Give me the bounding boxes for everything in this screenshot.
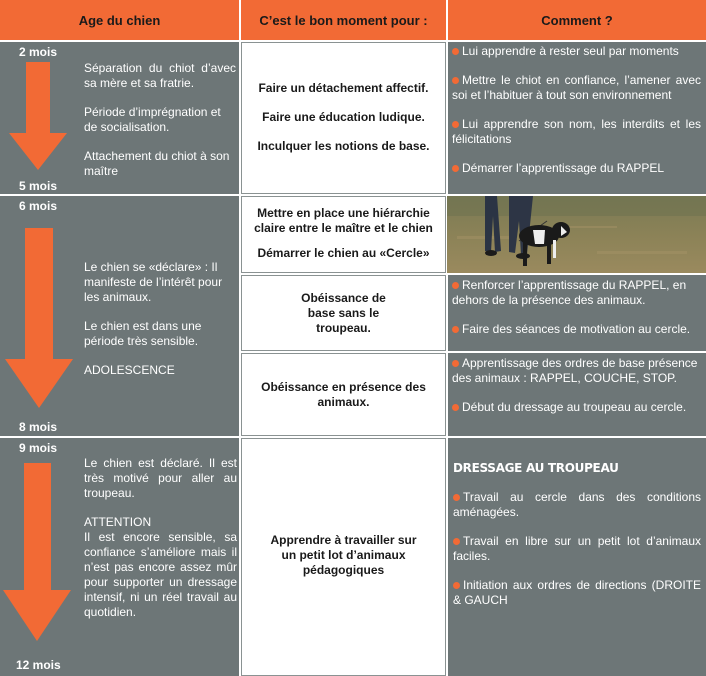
- age-text: Attachement du chiot à son maître: [84, 149, 230, 178]
- header-comment: Comment ?: [448, 0, 706, 40]
- moment-text-2b: [241, 275, 446, 351]
- list-item: Lui apprendre à rester seul par moments: [452, 44, 701, 59]
- attention-title: ATTENTION: [84, 515, 152, 529]
- attention-text: Il est encore sensible, sa confiance s’améliore mais il n’est pas encore assez mûr pour supporter un dressage intensif, ni un réel travail au quotidien.: [84, 530, 237, 619]
- age-start-label: 6 mois: [19, 199, 58, 213]
- age-description-1: [84, 61, 236, 193]
- bullet-icon: [452, 121, 459, 128]
- moment-text-2c: [241, 353, 446, 436]
- comment-list-2c: [452, 356, 702, 415]
- comment-list-2b: [452, 278, 702, 337]
- age-start-label: 9 mois: [19, 441, 58, 455]
- moment-item: Obéissance en présence des animaux.: [261, 379, 426, 409]
- list-item: Démarrer l’apprentissage du RAPPEL: [452, 161, 701, 176]
- photo-herding-dog: [447, 196, 706, 273]
- list-item: Travail au cercle dans des conditions aménagées.: [453, 490, 701, 519]
- bullet-icon: [452, 77, 459, 84]
- list-item: Apprentissage des ordres de base présence des animaux : RAPPEL, COUCHE, STOP.: [452, 356, 698, 385]
- list-item: Renforcer l’apprentissage du RAPPEL, en dehors de la présence des animaux.: [452, 278, 687, 307]
- moment-item: Inculquer les notions de base.: [257, 138, 430, 153]
- bullet-icon: [452, 404, 459, 411]
- down-arrow-icon: [9, 62, 67, 170]
- moment-item: Faire un détachement affectif.: [258, 80, 429, 95]
- age-description-2: [84, 260, 238, 392]
- age-end-label: 5 mois: [19, 179, 58, 193]
- down-arrow-icon: [3, 463, 71, 641]
- down-arrow-icon: [5, 228, 73, 408]
- comment-section-title: DRESSAGE AU TROUPEAU: [453, 461, 619, 475]
- list-item: Travail en libre sur un petit lot d’animaux faciles.: [453, 534, 701, 563]
- list-item: Lui apprendre son nom, les interdits et les félicitations: [452, 117, 701, 146]
- list-item: Début du dressage au troupeau au cercle.: [452, 400, 702, 415]
- moment-item: Démarrer le chien au «Cercle»: [257, 246, 430, 260]
- moment-text-3: [241, 520, 446, 590]
- age-description-3: [84, 456, 237, 634]
- list-item: Faire des séances de motivation au cercle.: [452, 322, 702, 337]
- header-moment: C’est le bon moment pour :: [241, 0, 446, 40]
- list-item: Mettre le chiot en confiance, l’amener avec soi et l’habituer à tout son environnement: [452, 73, 701, 102]
- dog-photo-image: [447, 196, 706, 273]
- bullet-icon: [452, 165, 459, 172]
- comment-list-3: [453, 461, 701, 608]
- age-text: Le chien est déclaré. Il est très motivé pour aller au troupeau.: [84, 456, 237, 500]
- bullet-icon: [452, 48, 459, 55]
- bullet-icon: [452, 360, 459, 367]
- bullet-icon: [452, 282, 459, 289]
- moment-item: Mettre en place une hiérarchie claire entre le maître et le chien: [254, 206, 433, 235]
- age-end-label: 12 mois: [16, 658, 61, 672]
- age-text: Séparation du chiot d’avec sa mère et sa fratrie.: [84, 61, 236, 90]
- age-text: Le chien est dans une période très sensible.: [84, 319, 202, 348]
- age-text: ADOLESCENCE: [84, 363, 175, 377]
- age-text: Le chien se «déclare» : Il manifeste de l’intérêt pour les animaux.: [84, 260, 223, 304]
- comment-list-1: [452, 44, 701, 176]
- moment-text-1: [241, 72, 446, 162]
- header-age: Age du chien: [0, 0, 239, 40]
- moment-item: Apprendre à travailler sur un petit lot d’animaux pédagogiques: [270, 532, 417, 577]
- moment-text-2a: [241, 196, 446, 273]
- bullet-icon: [452, 326, 459, 333]
- age-text: Période d’imprégnation et de socialisation.: [84, 105, 221, 134]
- age-end-label: 8 mois: [19, 420, 58, 434]
- age-start-label: 2 mois: [19, 45, 58, 59]
- list-item: Initiation aux ordres de directions (DROITE & GAUCH: [453, 578, 701, 607]
- moment-item: Faire une éducation ludique.: [262, 109, 425, 124]
- bullet-icon: [453, 494, 460, 501]
- bullet-icon: [453, 582, 460, 589]
- moment-item: Obéissance de base sans le troupeau.: [301, 290, 386, 335]
- bullet-icon: [453, 538, 460, 545]
